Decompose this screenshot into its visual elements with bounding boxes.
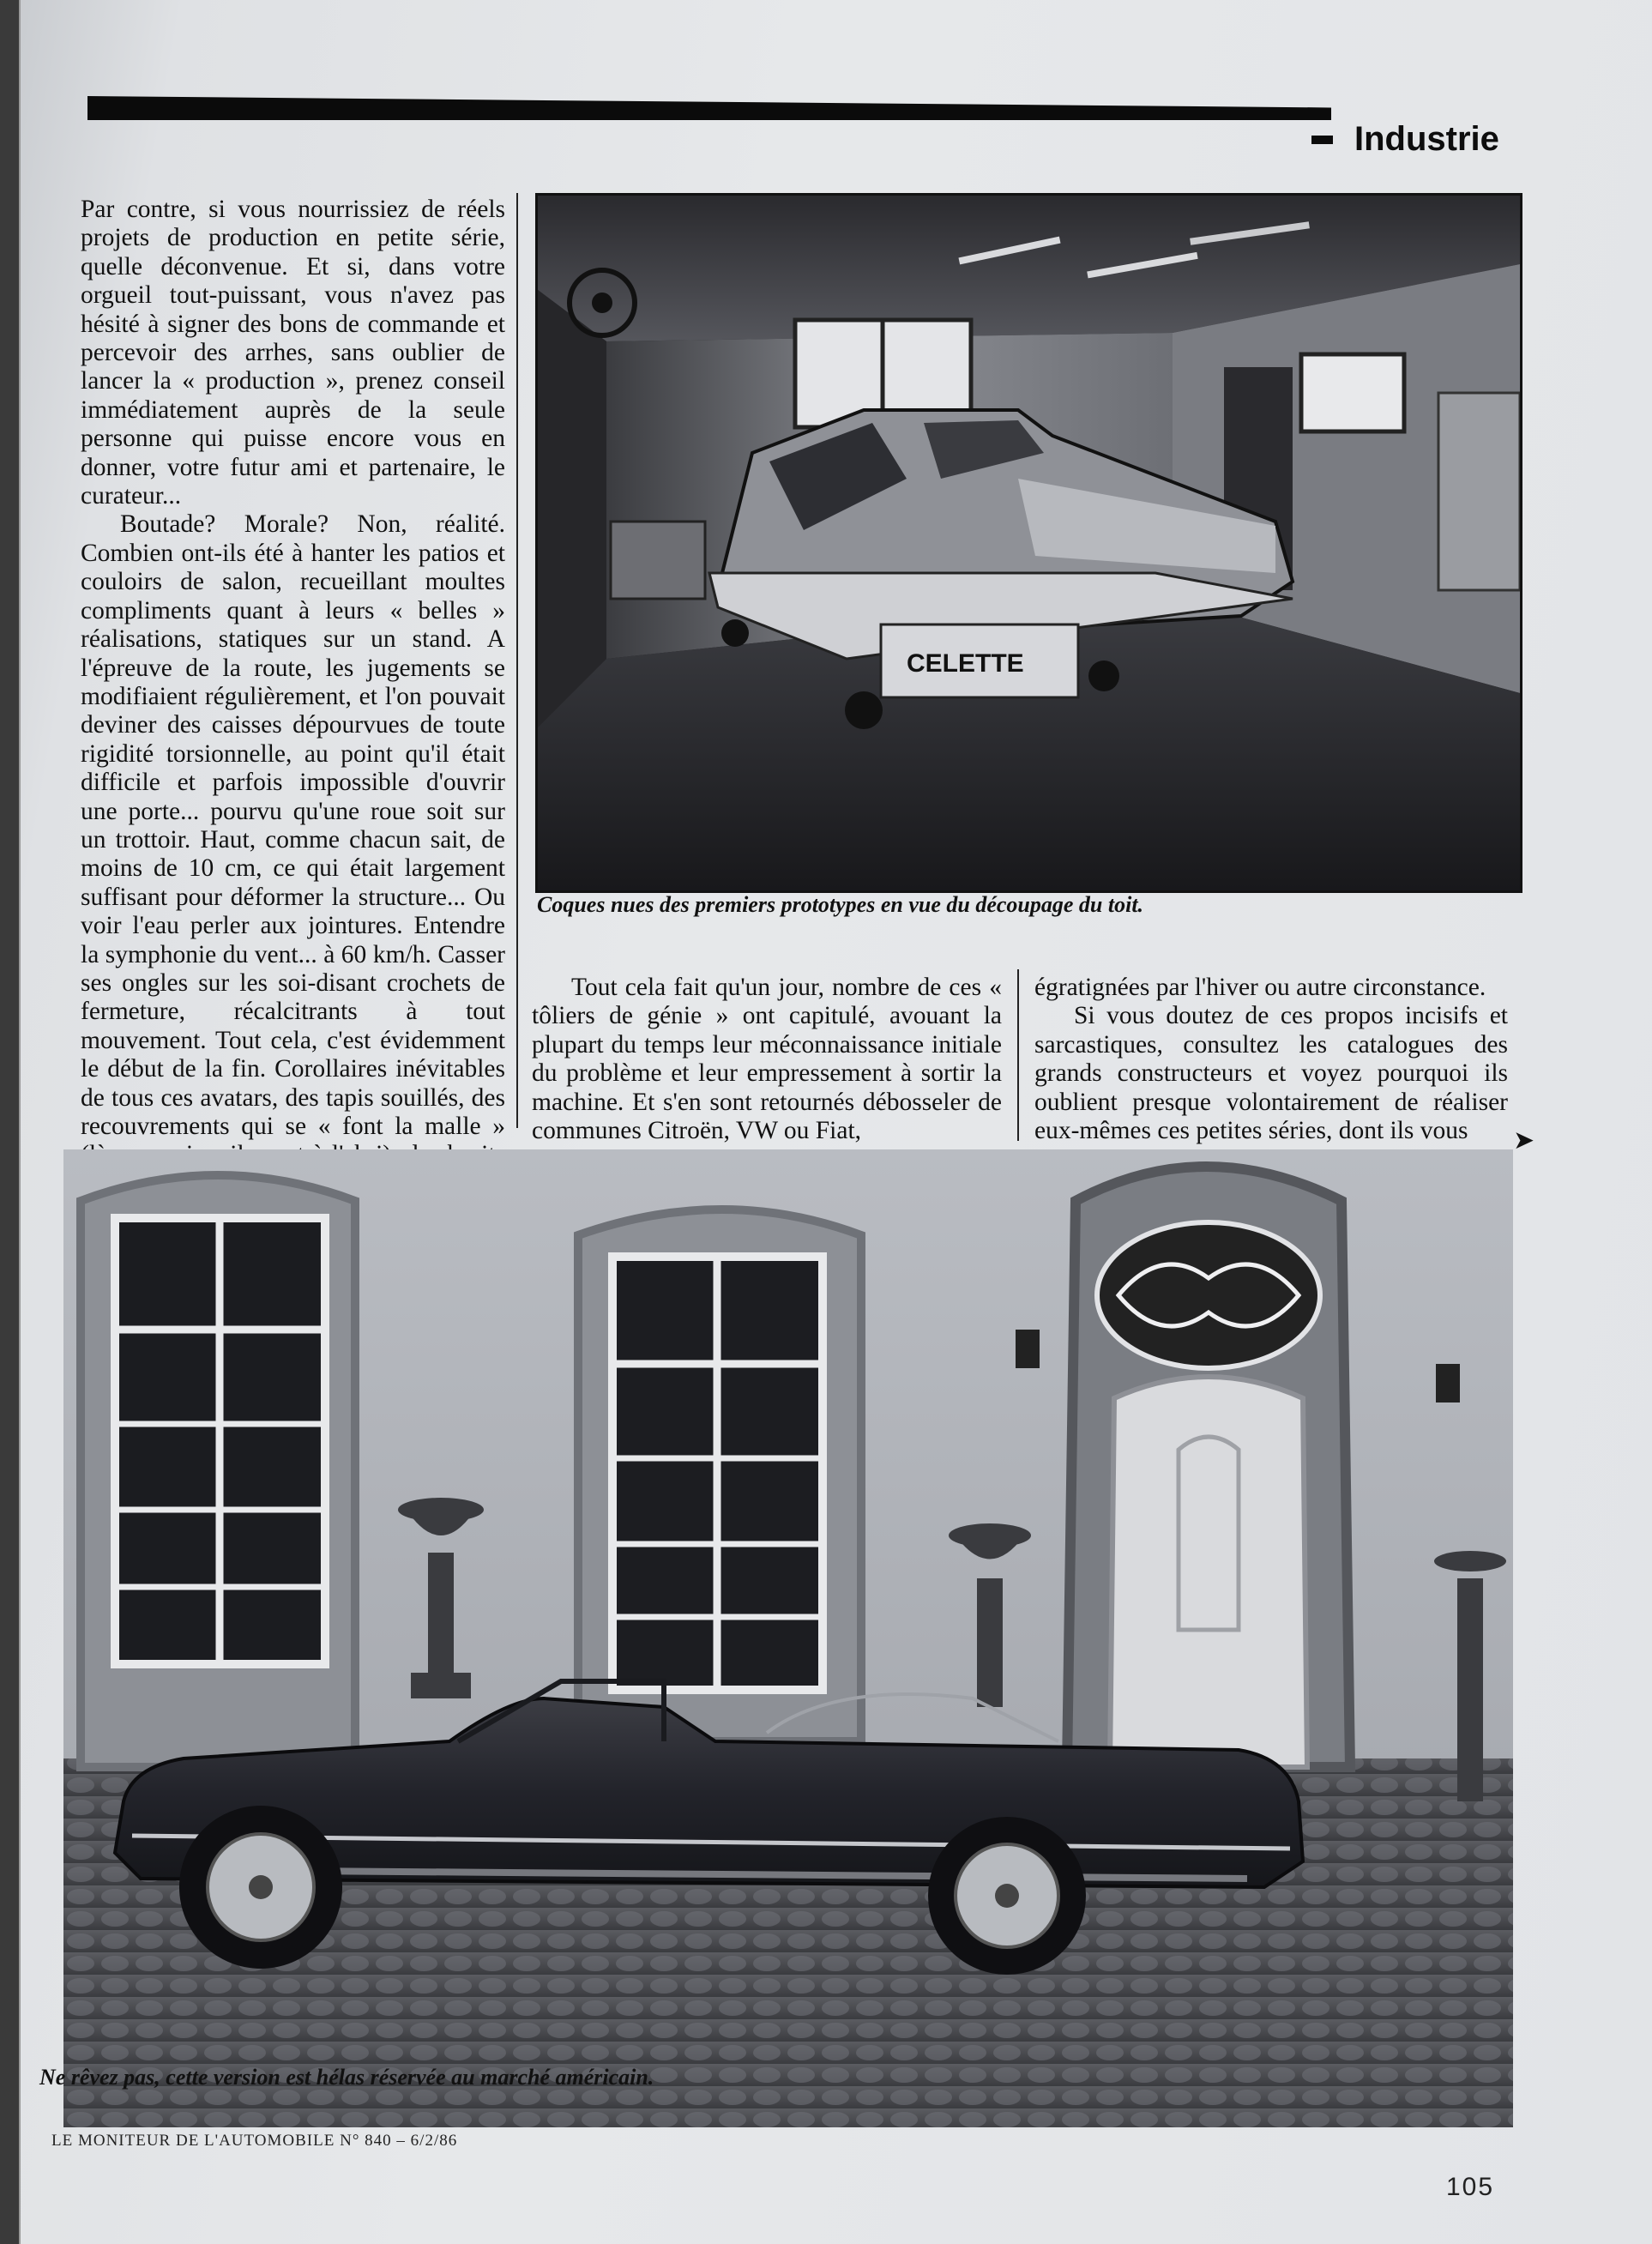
paragraph: Par contre, si vous nourrissiez de réels projets de production en petite série, quelle déconvenue. Et si, dans votre orgueil tout-puissant, vous n'avez pas hésité à signer des bons de commande et percevoir des arrhes, sans oublier de lancer la « production », prenez conseil immédiatement auprès de la seule personne qui puisse encore vous en donner, votre futur ami et partenaire, le curateur... — [81, 196, 505, 510]
workshop-photo — [535, 193, 1522, 893]
paragraph: Si vous doutez de ces propos incisifs et sarcastiques, consultez les catalogues des grands constructeurs et voyez pourquoi ils oublient presque volontairement de réaliser eux-mêmes ces petites séries, dont ils vous — [1034, 1002, 1508, 1145]
paragraph: Boutade? Morale? Non, réalité. Combien ont-ils été à hanter les patios et couloirs de salon, recueillant moultes compliments quant à leurs « belles » réalisations, statiques sur un stand. A l'épreuve de la route, les jugements se modifiaient régulièrement, et l'on pouvait deviner des caisses dépourvues de toute rigidité torsionnelle, au point qu'il était difficile et parfois impossible d'ouvrir une porte... pourvu qu'une roue soit sur un trottoir. Haut, comme chacun sait, de moins de 10 cm, ce qui était largement suffisant pour déformer la structure... Ou voir l'eau perler aux jointures. Entendre la symphonie du vent... à 60 km/h. Casser ses ongles sur les soi-disant crochets de fermeture, récalcitrants à tout mouvement. Tout cela, c'est évidemment le début de la fin. Corollaires inévitables de tous ces avatars, des tapis souillés, des recouvrements qui se « font la malle » — [81, 510, 505, 1140]
workshop-caption: Coques nues des premiers prototypes en vue du découpage du toit. — [537, 892, 1144, 917]
section-title: Industrie — [1354, 120, 1499, 158]
column-rule — [516, 193, 518, 1128]
car-caption: Ne rêvez pas, cette version est hélas réservée au marché américain. — [39, 2065, 654, 2090]
left-column — [81, 196, 505, 1228]
middle-column — [532, 974, 1002, 1145]
magazine-page — [19, 0, 1652, 2244]
header-rule-end — [1311, 136, 1333, 144]
paragraph: égratignées par l'hiver ou autre circonstance. — [1034, 974, 1486, 1001]
paragraph: Tout cela fait qu'un jour, nombre de ces « tôliers de génie » ont capitulé, avouant la plupart du temps leur méconnaissance initiale du problème et leur empressement à sortir la machine. Et s'en sont retournés débosseler de communes Citroën, VW ou Fiat, — [532, 974, 1002, 1145]
right-column — [1034, 974, 1508, 1145]
continue-arrow-icon: ➤ — [1513, 1125, 1535, 1155]
page-number: 105 — [1446, 2173, 1495, 2201]
magazine-footer: LE MONITEUR DE L'AUTOMOBILE N° 840 – 6/2/86 — [51, 2132, 458, 2150]
header-rule — [87, 96, 1331, 120]
dolly-sign: CELETTE — [907, 649, 1024, 678]
column-rule — [1017, 969, 1019, 1141]
car-photo — [63, 1149, 1513, 2127]
